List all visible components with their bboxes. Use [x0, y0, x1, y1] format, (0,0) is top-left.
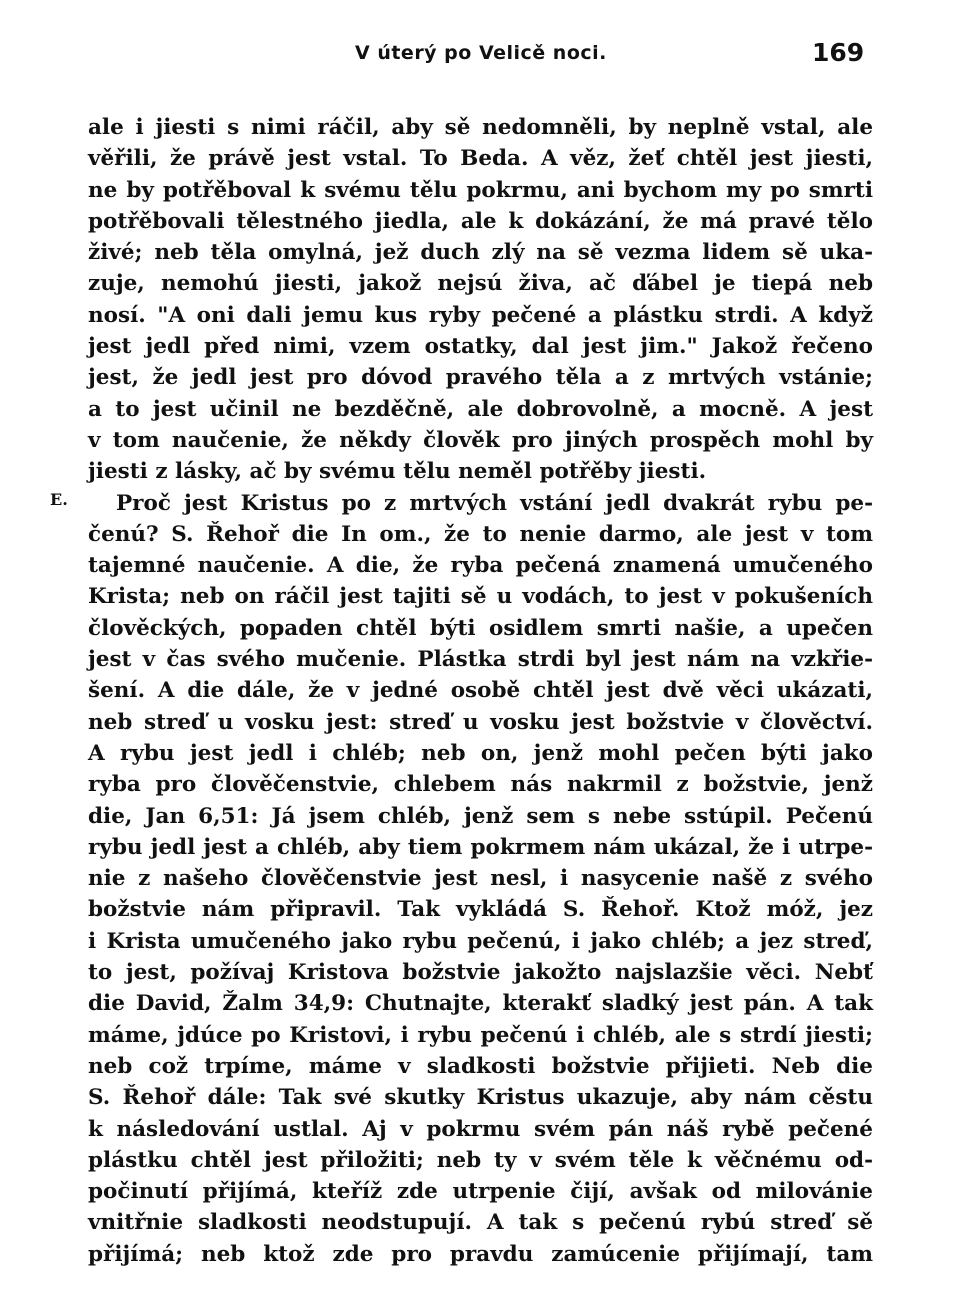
text-line: čenú? S. Řehoř die In om., že to nenie darmo, ale jest v tom [88, 521, 873, 547]
text-line: živé; neb těla omylná, jež duch zlý na sě vezma lidem sě uka- [88, 240, 873, 266]
text-line: plástku chtěl jest přiložiti; neb ty v svém těle k věčnému od- [88, 1147, 873, 1173]
paragraph [88, 488, 873, 1270]
paragraph [88, 112, 873, 488]
text-line: k následování ustlal. Aj v pokrmu svém pán náš rybě pečené [88, 1116, 873, 1142]
text-line: Krista; neb on ráčil jest tajiti sě u vodách, to jest v pokušeních [88, 584, 873, 610]
text-line: a to jest učinil ne bezděčně, ale dobrovolně, a mocně. A jest [88, 396, 873, 422]
text-line: zuje, nemohú jiesti, jakož nejsú živa, ač ďábel je tiepá neb [88, 271, 873, 297]
text-line: tajemné naučenie. A die, že ryba pečená znamená umučeného [88, 553, 873, 579]
text-line: to jest, požívaj Kristova božstvie jakožto najslazšie věci. Nebť [88, 960, 873, 986]
text-line: ale i jiesti s nimi ráčil, aby sě nedomněli, by neplně vstal, ale [88, 115, 873, 140]
text-line: jest, že jedl jest pro dóvod pravého těla a z mrtvých vstánie; [88, 365, 873, 391]
text-line: vnitřnie sladkosti neodstupují. A tak s pečenú rybú streď sě [88, 1210, 873, 1236]
text-line: člověckých, popaden chtěl býti osidlem smrti našie, a upečen [88, 615, 873, 641]
text-line: die, Jan 6,51: Já jsem chléb, jenž sem s nebe sstúpil. Pečenú [88, 803, 873, 829]
text-line: máme, jdúce po Kristovi, i rybu pečenú i chléb, ale s strdí jiesti; [88, 1022, 873, 1048]
running-title: V úterý po Velicě noci. [355, 42, 607, 64]
text-line: božstvie nám připravil. Tak vykládá S. Řehoř. Ktož móž, jez [88, 897, 873, 923]
text-line: jest jedl před nimi, vzem ostatky, dal jest jim." Jakož řečeno [88, 334, 873, 360]
text-line: přijímá; neb ktož zde pro pravdu zamúcenie přijímají, tam [88, 1241, 873, 1267]
text-line: die David, Žalm 34,9: Chutnajte, kterakť sladký jest pán. A tak [88, 991, 873, 1017]
text-line: věřili, že právě jest vstal. To Beda. A věz, žeť chtěl jest jiesti, [88, 146, 873, 172]
text-line: nosí. "A oni dali jemu kus ryby pečené a plástku strdi. A když [88, 302, 873, 328]
text-line: ne by potřěboval k svému tělu pokrmu, ani bychom my po smrti [88, 177, 873, 203]
text-line: jiesti z lásky, ač by svému tělu neměl potřěby jiesti. [88, 459, 707, 485]
text-line: rybu jedl jest a chléb, aby tiem pokrmem nám ukázal, že i utrpe- [88, 834, 873, 860]
text-line: S. Řehoř dále: Tak své skutky Kristus ukazuje, aby nám cěstu [88, 1085, 873, 1111]
text-line: jest v čas svého mučenie. Plástka strdi byl jest nám na vzkřie- [88, 647, 873, 673]
text-line: Proč jest Kristus po z mrtvých vstání jedl dvakrát rybu pe- [116, 490, 873, 516]
text-line: A rybu jest jedl i chléb; neb on, jenž mohl pečen býti jako [88, 740, 873, 766]
text-line: počinutí přijímá, kteříž zde utrpenie čijí, avšak od milovánie [88, 1179, 873, 1205]
text-line: nie z našeho člověčenstvie jest nesl, i nasycenie našě z svého [88, 866, 873, 892]
text-line: v tom naučenie, že někdy člověk pro jiných prospěch mohl by [88, 427, 873, 453]
text-line: potřěbovali tělestného jiedla, ale k dokázání, že má pravé tělo [88, 208, 873, 234]
text-line: neb streď u vosku jest: streď u vosku jest božstvie v člověctví. [88, 709, 873, 735]
margin-note: E. [50, 490, 68, 509]
text-line: neb což trpíme, máme v sladkosti božstvie přijieti. Neb die [88, 1053, 873, 1079]
running-head [0, 38, 960, 78]
text-line: šení. A die dále, že v jedné osobě chtěl jest dvě věci ukázati, [88, 678, 873, 704]
body-text [88, 112, 873, 1270]
text-line: ryba pro člověčenstvie, chlebem nás nakrmil z božstvie, jenž [88, 772, 873, 798]
page-number: 169 [812, 38, 865, 67]
text-line: i Krista umučeného jako rybu pečenú, i jako chléb; a jez streď, [88, 928, 873, 954]
